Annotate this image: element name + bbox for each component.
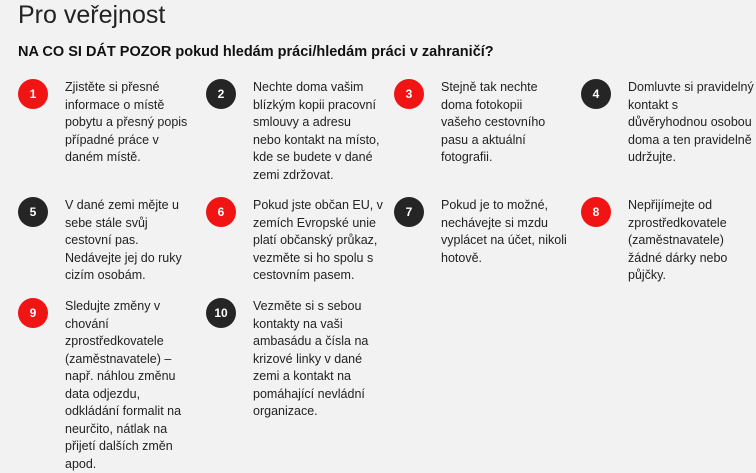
page-title: Pro veřejnost <box>18 1 166 29</box>
step-number-badge: 4 <box>581 79 611 109</box>
step-number-badge: 5 <box>18 197 48 227</box>
step-number-badge: 3 <box>394 79 424 109</box>
step-text: Nepřijímejte od zprostředkovatele (zaměstnavatele) žádné dárky nebo půjčky. <box>628 198 728 282</box>
step-number-badge: 2 <box>206 79 236 109</box>
step-text: Pokud je to možné, nechávejte si mzdu vyplácet na účet, nikoli hotově. <box>441 198 567 265</box>
step-number-badge: 10 <box>206 298 236 328</box>
step-text: V dané zemi mějte u sebe stále svůj cestovní pas. Nedávejte jej do ruky cizím osobám. <box>65 198 182 282</box>
step-number-badge: 1 <box>18 79 48 109</box>
step-text: Vezměte si s sebou kontakty na vaši ambasádu a čísla na krizové linky v dané zemi a kontakt na pomáhající nevládní organizace. <box>253 299 369 418</box>
step-text: Domluvte si pravidelný kontakt s důvěryhodnou osobou doma a ten pravidelně udržujte. <box>628 80 754 164</box>
step-text: Sledujte změny v chování zprostředkovatele (zaměstnavatele) – např. náhlou změnu data odjezdu, odkládání formalit na neurčito, nátlak na přijetí dalších změn apod. <box>65 299 182 471</box>
step-number-badge: 6 <box>206 197 236 227</box>
step-text: Stejně tak nechte doma fotokopii vašeho cestovního pasu a aktuální fotografii. <box>441 80 546 164</box>
step-number-badge: 7 <box>394 197 424 227</box>
page-subtitle: NA CO SI DÁT POZOR pokud hledám práci/hledám práci v zahraničí? <box>18 44 494 60</box>
step-number-badge: 9 <box>18 298 48 328</box>
step-text: Pokud jste občan EU, v zemích Evropské unie platí občanský průkaz, vezměte si ho spolu s cestovním pasem. <box>253 198 383 282</box>
step-text: Zjistěte si přesné informace o místě pobytu a přesný popis případné práce v daném místě. <box>65 80 188 164</box>
step-number-badge: 8 <box>581 197 611 227</box>
step-text: Nechte doma vašim blízkým kopii pracovní smlouvy a adresu nebo kontakt na místo, kde se budete v dané zemi zdržovat. <box>253 80 380 182</box>
